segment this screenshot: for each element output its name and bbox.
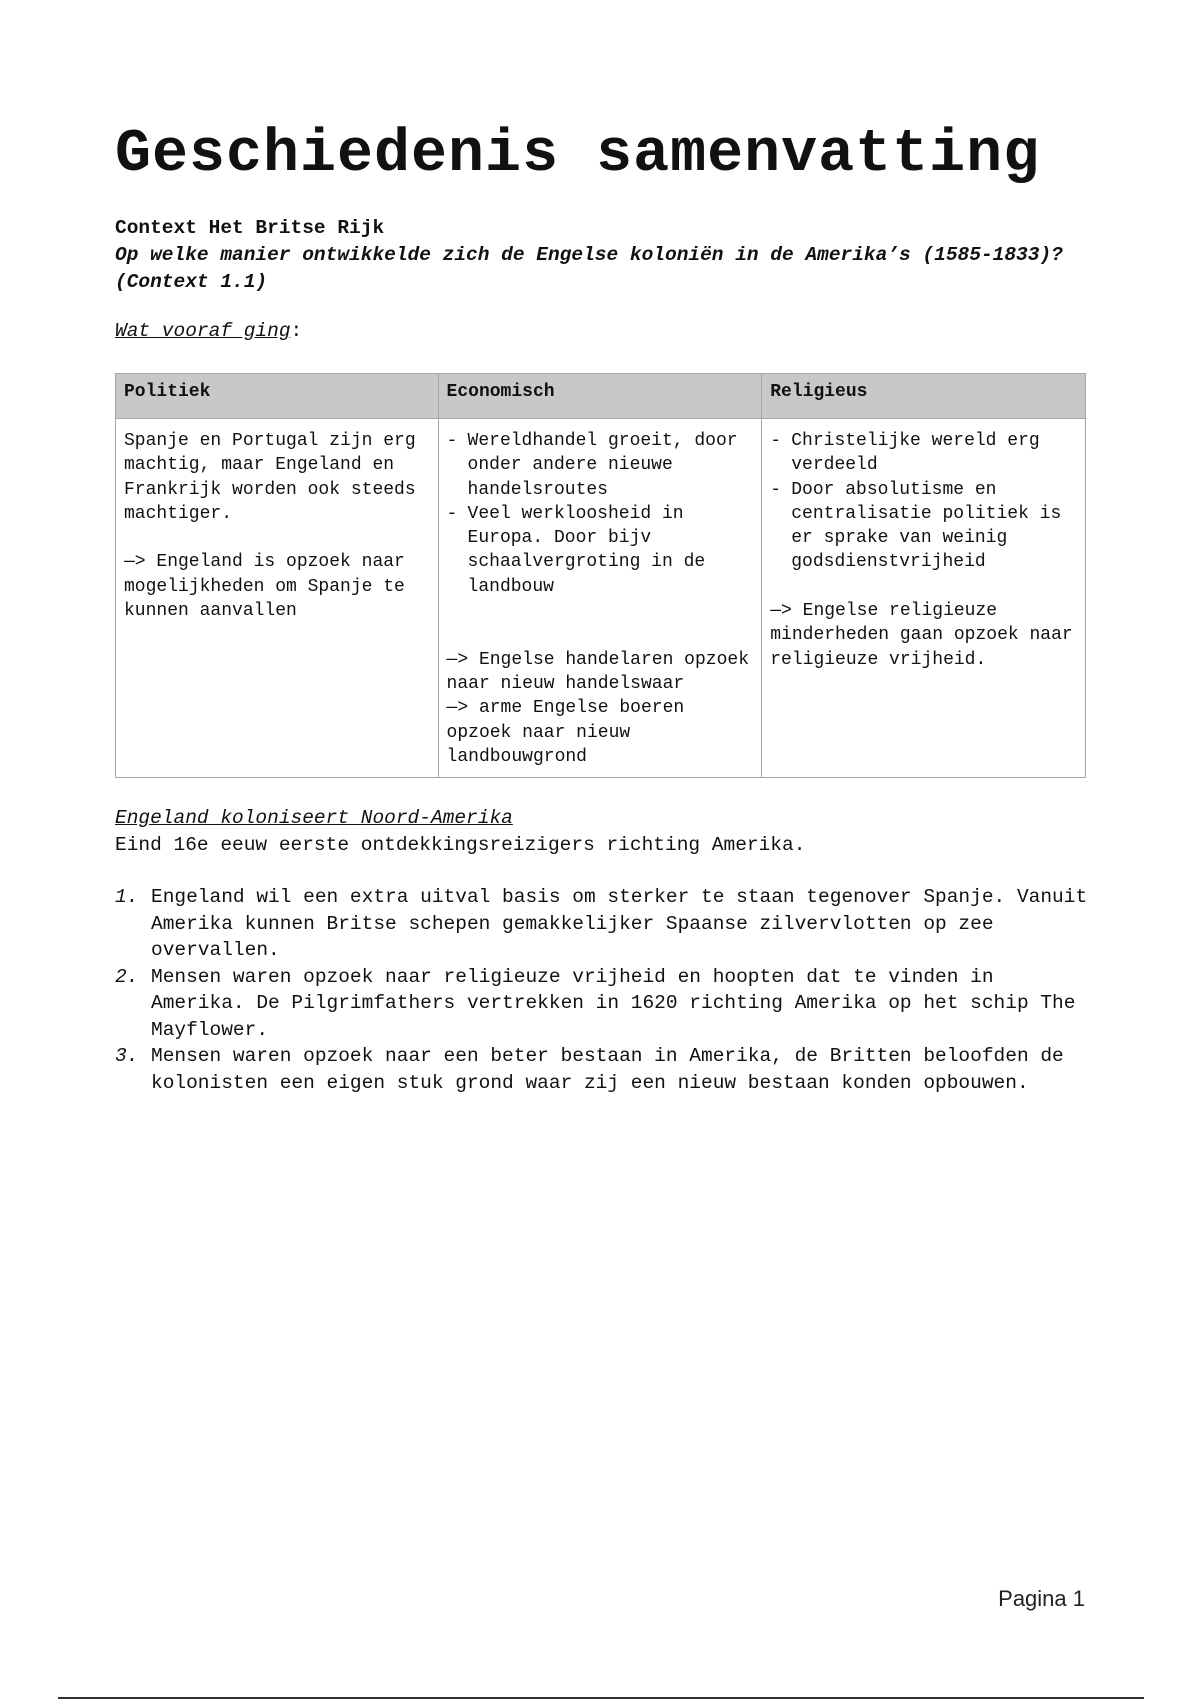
economisch-bullet-1: Wereldhandel groeit, door onder andere nieuwe handelsroutes bbox=[467, 431, 738, 500]
header-religieus: Religieus bbox=[762, 374, 1086, 419]
numbered-list bbox=[115, 884, 1095, 1096]
table-row bbox=[116, 419, 1086, 778]
wat-vooraf-heading: Wat vooraf ging bbox=[115, 320, 291, 342]
dash-bullet: - bbox=[446, 503, 458, 524]
list-number: 1. bbox=[115, 886, 139, 908]
context-block bbox=[115, 215, 1075, 296]
cell-economisch bbox=[438, 419, 762, 778]
religieus-arrow: —> Engelse religieuze minderheden gaan opzoek naar religieuze vrijheid. bbox=[770, 601, 1084, 670]
list-text: Mensen waren opzoek naar religieuze vrijheid en hoopten dat te vinden in Amerika. De Pilgrimfathers vertrekken in 1620 richting Amerika op het schip The Mayflower. bbox=[151, 965, 1076, 1041]
koloniseert-section bbox=[115, 805, 1095, 1096]
overview-table bbox=[115, 373, 1086, 778]
list-number: 3. bbox=[115, 1045, 139, 1067]
religieus-bullet-1: Christelijke wereld erg verdeeld bbox=[791, 431, 1040, 476]
economisch-bullet-2: Veel werkloosheid in Europa. Door bijv schaalvergroting in de landbouw bbox=[467, 503, 706, 597]
wat-vooraf-heading-line bbox=[115, 318, 302, 345]
politiek-arrow: —> Engeland is opzoek naar mogelijkheden om Spanje te kunnen aanvallen bbox=[124, 552, 416, 622]
table-header-row bbox=[116, 374, 1086, 419]
dash-bullet: - bbox=[446, 431, 458, 451]
list-item bbox=[115, 884, 1095, 964]
list-number: 2. bbox=[115, 965, 139, 988]
header-politiek: Politiek bbox=[116, 374, 439, 419]
economisch-arrow-1: —> Engelse handelaren opzoek naar nieuw handelswaar bbox=[446, 649, 760, 694]
koloniseert-heading: Engeland koloniseert Noord-Amerika bbox=[115, 807, 513, 829]
list-item bbox=[447, 429, 754, 502]
context-label: Context Het Britse Rijk bbox=[115, 217, 385, 239]
politiek-text: Spanje en Portugal zijn erg machtig, maar Engeland en Frankrijk worden ook steeds machtiger. bbox=[124, 431, 427, 524]
page-divider bbox=[58, 1697, 1144, 1699]
dash-bullet: - bbox=[770, 431, 782, 451]
dash-bullet: - bbox=[770, 479, 782, 500]
list-item bbox=[115, 964, 1095, 1044]
list-item bbox=[770, 478, 1077, 575]
list-item bbox=[770, 429, 1077, 478]
page-title: Geschiedenis samenvatting bbox=[115, 121, 1041, 189]
header-economisch: Economisch bbox=[438, 374, 762, 419]
list-item bbox=[447, 502, 754, 599]
cell-politiek bbox=[116, 419, 439, 778]
context-question: Op welke manier ontwikkelde zich de Engelse koloniën in de Amerika’s (1585-1833)? (Context 1.1) bbox=[115, 244, 1063, 293]
cell-religieus bbox=[762, 419, 1086, 778]
economisch-arrow-2: —> arme Engelse boeren opzoek naar nieuw landbouwgrond bbox=[446, 698, 695, 767]
page-number: Pagina 1 bbox=[998, 1586, 1085, 1611]
religieus-bullet-2: Door absolutisme en centralisatie politiek is er sprake van weinig godsdienstvrijheid bbox=[791, 479, 1062, 573]
koloniseert-intro: Eind 16e eeuw eerste ontdekkingsreizigers richting Amerika. bbox=[115, 833, 806, 856]
list-item bbox=[115, 1043, 1095, 1096]
list-text: Engeland wil een extra uitval basis om sterker te staan tegenover Spanje. Vanuit Amerika kunnen Britse schepen gemakkelijker Spaanse zilvervlotten op zee overvallen. bbox=[151, 886, 1088, 961]
list-text: Mensen waren opzoek naar een beter bestaan in Amerika, de Britten beloofden de kolonisten een eigen stuk grond waar zij een nieuw bestaan konden opbouwen. bbox=[151, 1045, 1064, 1094]
heading-colon: : bbox=[290, 320, 303, 342]
